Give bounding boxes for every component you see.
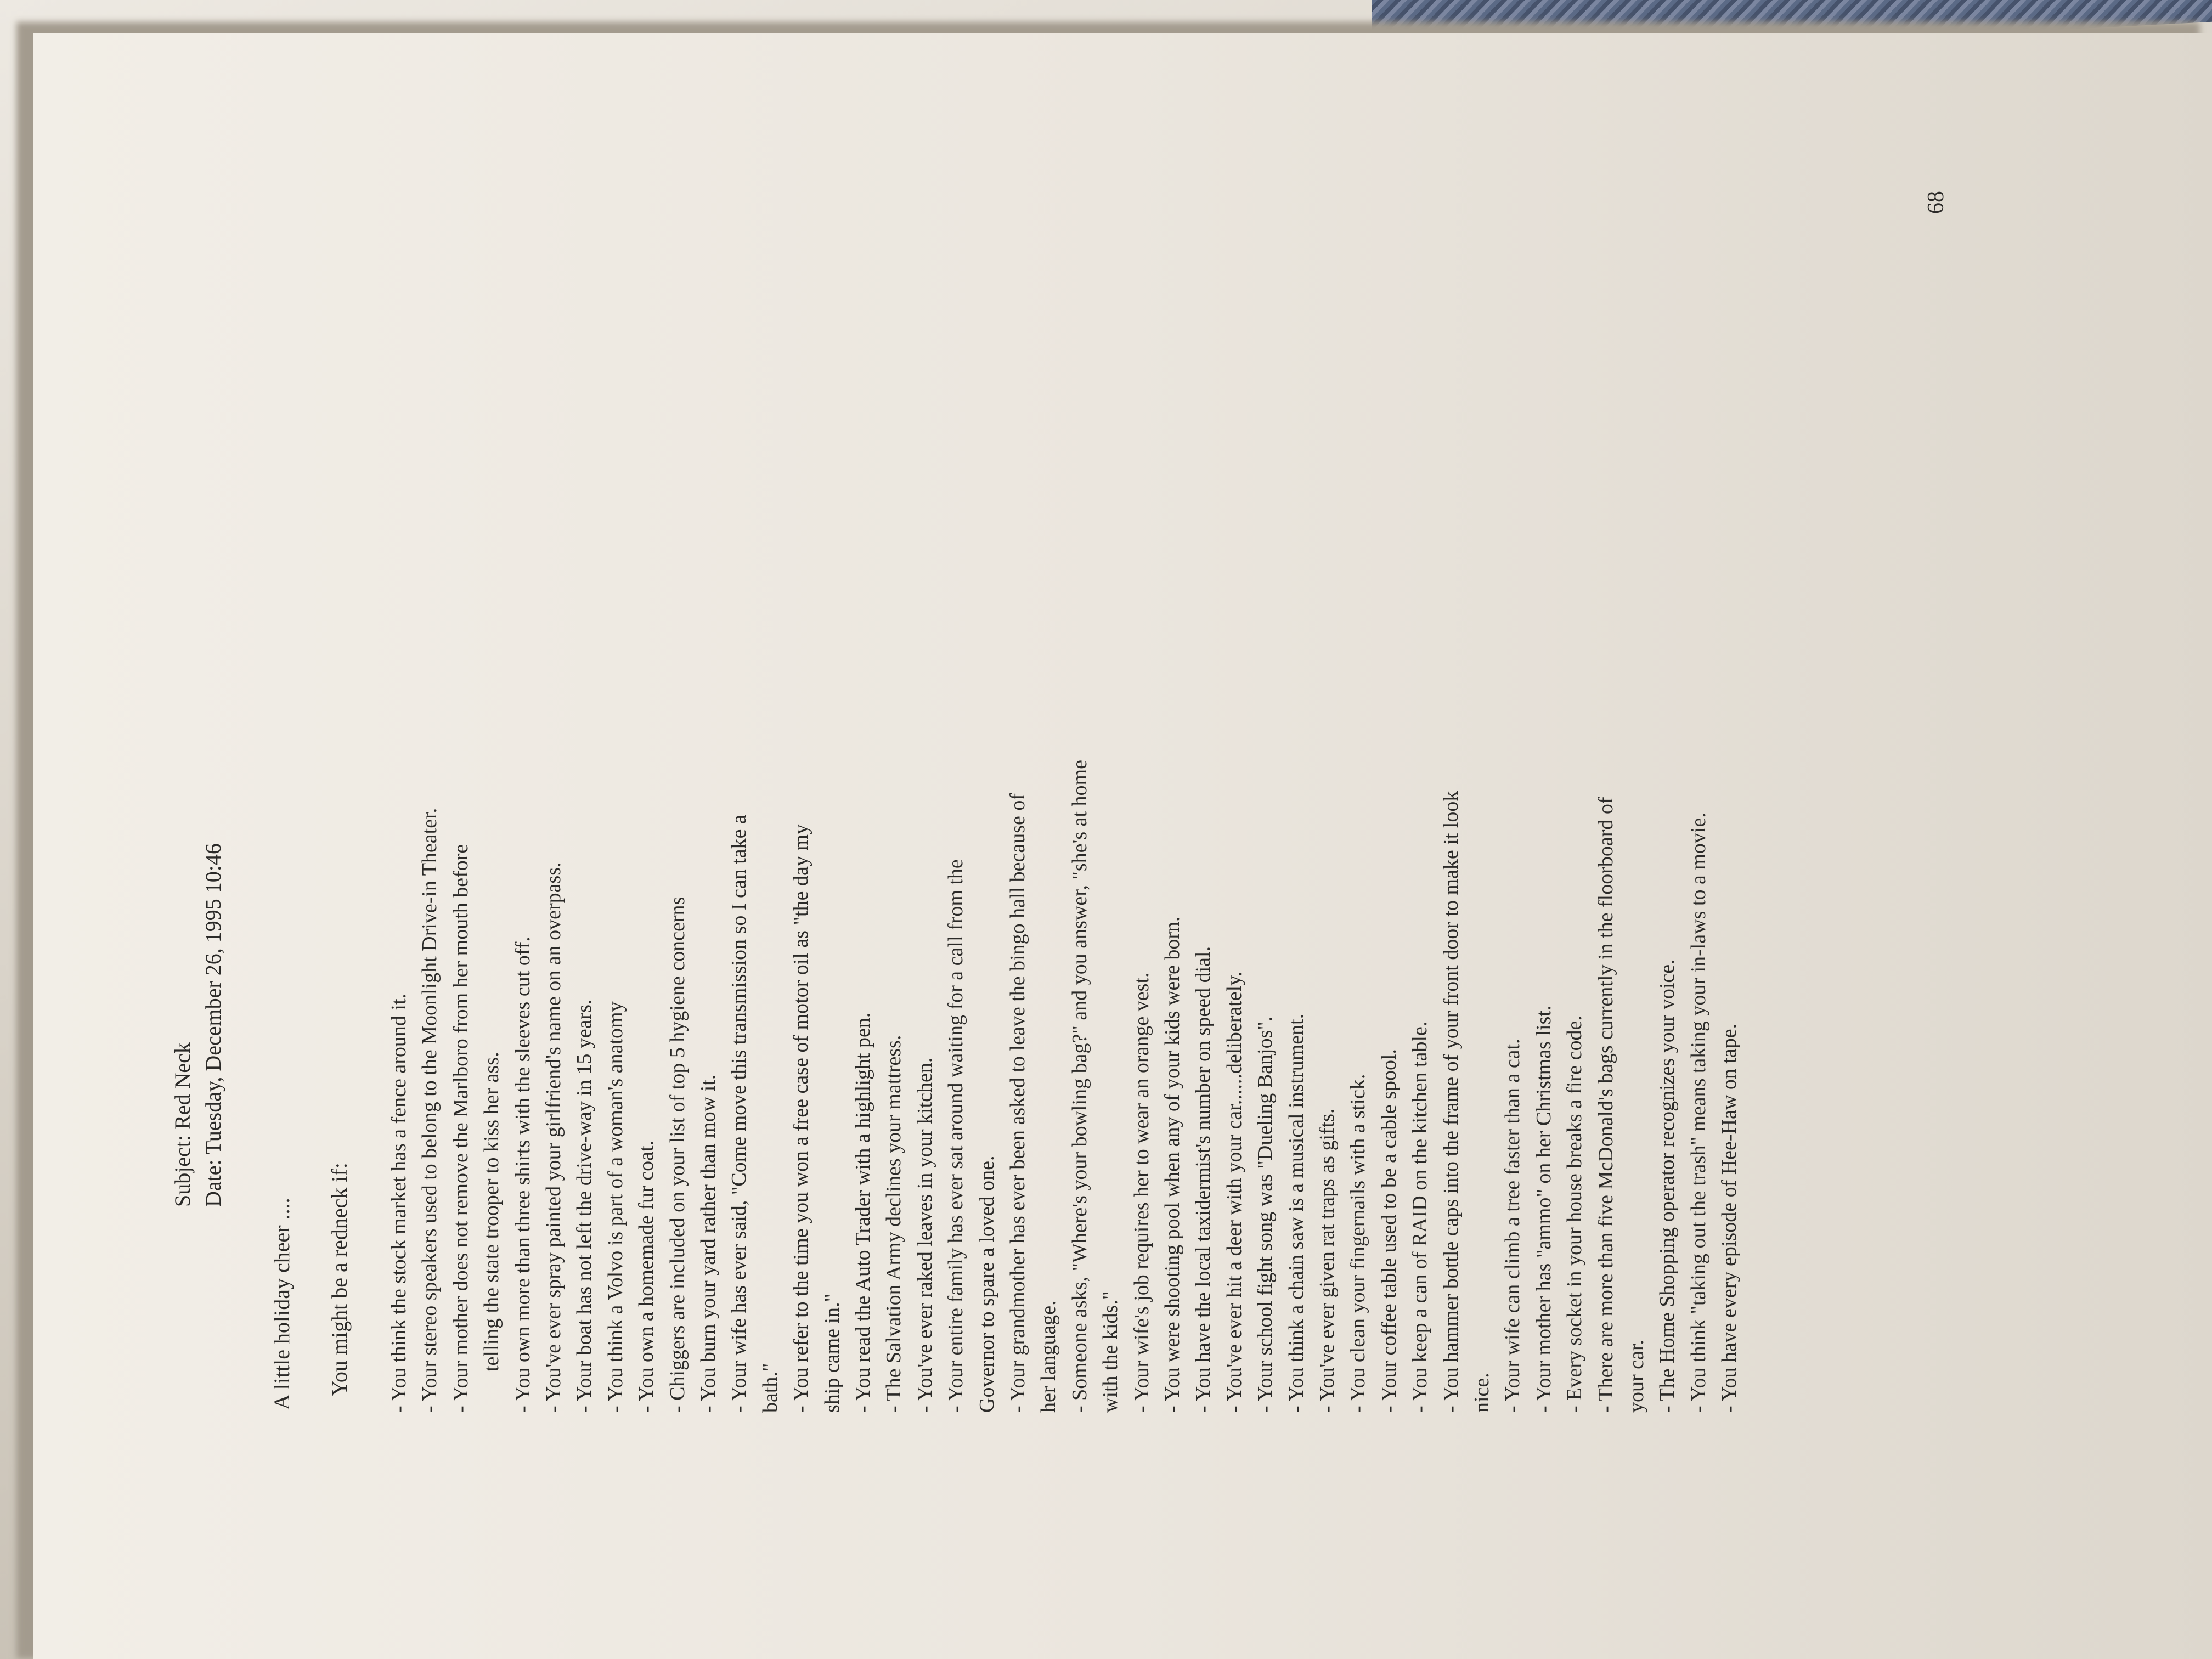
list-item-text: bath." bbox=[758, 1363, 782, 1413]
list-item-text: - Every socket in your house breaks a fire code. bbox=[1563, 1015, 1587, 1413]
list-item-text: your car. bbox=[1625, 1340, 1648, 1413]
list-item-text: - You keep a can of RAID on the kitchen table. bbox=[1408, 1021, 1432, 1413]
list-item-text: - You've ever raked leaves in your kitchen. bbox=[913, 1057, 936, 1413]
list-item-text: - You've ever given rat traps as gifts. bbox=[1316, 1108, 1339, 1413]
list-item-text: - You've ever spray painted your girlfriend's name on an overpass. bbox=[542, 862, 565, 1413]
list-item-text: - Your entire family has ever sat around waiting for a call from the bbox=[944, 859, 968, 1413]
list-item-text: - Your stereo speakers used to belong to the Moonlight Drive-in Theater. bbox=[418, 808, 442, 1413]
list-item-text: - Chiggers are included on your list of top 5 hygiene concerns bbox=[665, 896, 689, 1413]
list-item-text: ship came in." bbox=[820, 1293, 844, 1413]
list-item-text: with the kids." bbox=[1099, 1291, 1122, 1413]
list-item-text: - Your boat has not left the drive-way in 15 years. bbox=[573, 999, 596, 1413]
list-item-text: - You read the Auto Trader with a highlight pen. bbox=[851, 1012, 874, 1413]
list-item-text: Governor to spare a loved one. bbox=[975, 1155, 998, 1413]
list-item-text: telling the state trooper to kiss her ass. bbox=[480, 1052, 504, 1372]
list-item-text: her language. bbox=[1037, 1300, 1060, 1413]
list-item-text: - You think a chain saw is a musical instrument. bbox=[1284, 1013, 1308, 1413]
list-item-text: - You refer to the time you won a free case of motor oil as "the day my bbox=[789, 824, 813, 1413]
list-item-text: - You have every episode of Hee-Haw on tape. bbox=[1718, 1023, 1741, 1413]
list-item-text: - You think "taking out the trash" means taking your in-laws to a movie. bbox=[1686, 812, 1710, 1413]
list-item-text: - You have the local taxidermist's number on speed dial. bbox=[1192, 946, 1215, 1413]
list-item-text: - Your mother does not remove the Marlboro from her mouth before bbox=[449, 844, 472, 1413]
list-item-text: - You own a homemade fur coat. bbox=[635, 1140, 658, 1413]
list-item-text: - Your coffee table used to be a cable spool. bbox=[1377, 1048, 1401, 1413]
list-item-text: - Your school fight song was "Dueling Banjos". bbox=[1254, 1016, 1277, 1413]
page-number-text: 68 bbox=[1923, 191, 1949, 214]
list-item-text: - Someone asks, "Where's your bowling bag?" and you answer, "she's at home bbox=[1068, 760, 1091, 1413]
list-item-text: - You think the stock market has a fence around it. bbox=[387, 993, 410, 1413]
list-item-text: - You think a Volvo is part of a woman's anatomy bbox=[603, 1001, 627, 1413]
list-item-text: - You were shooting pool when any of your kids were born. bbox=[1161, 916, 1184, 1413]
list-item-text: - You hammer bottle caps into the frame of your front door to make it look bbox=[1439, 791, 1463, 1413]
list-item-text: - You own more than three shirts with the sleeves cut off. bbox=[511, 936, 534, 1413]
list-item-text: - You've ever hit a deer with your car......deliberately. bbox=[1222, 971, 1246, 1413]
date-line: Date: Tuesday, December 26, 1995 10:46 bbox=[201, 843, 225, 1207]
list-item-text: - Your grandmother has ever been asked to leave the bingo hall because of bbox=[1006, 793, 1029, 1413]
list-item-text: - The Home Shopping operator recognizes your voice. bbox=[1656, 959, 1679, 1413]
intro-line: You might be a redneck if: bbox=[327, 1163, 352, 1396]
greeting-line: A little holiday cheer .... bbox=[269, 1198, 294, 1410]
subject-line: Subject: Red Neck bbox=[170, 1042, 195, 1207]
list-item-text: - You clean your fingernails with a stick. bbox=[1346, 1074, 1370, 1413]
list-item-text: - You burn your yard rather than mow it. bbox=[697, 1074, 720, 1413]
list-item-text: - Your wife's job requires her to wear an orange vest. bbox=[1130, 972, 1153, 1413]
list-item-text: nice. bbox=[1470, 1373, 1493, 1413]
list-item-text: - Your wife has ever said, "Come move this transmission so I can take a bbox=[727, 815, 751, 1413]
list-item-text: - There are more than five McDonald's bags currently in the floorboard of bbox=[1594, 797, 1617, 1413]
list-item-text: - The Salvation Army declines your mattress. bbox=[882, 1035, 906, 1413]
list-item-text: - Your mother has "ammo" on her Christmas list. bbox=[1532, 1005, 1555, 1413]
list-item-text: - Your wife can climb a tree faster than a cat. bbox=[1501, 1039, 1525, 1413]
